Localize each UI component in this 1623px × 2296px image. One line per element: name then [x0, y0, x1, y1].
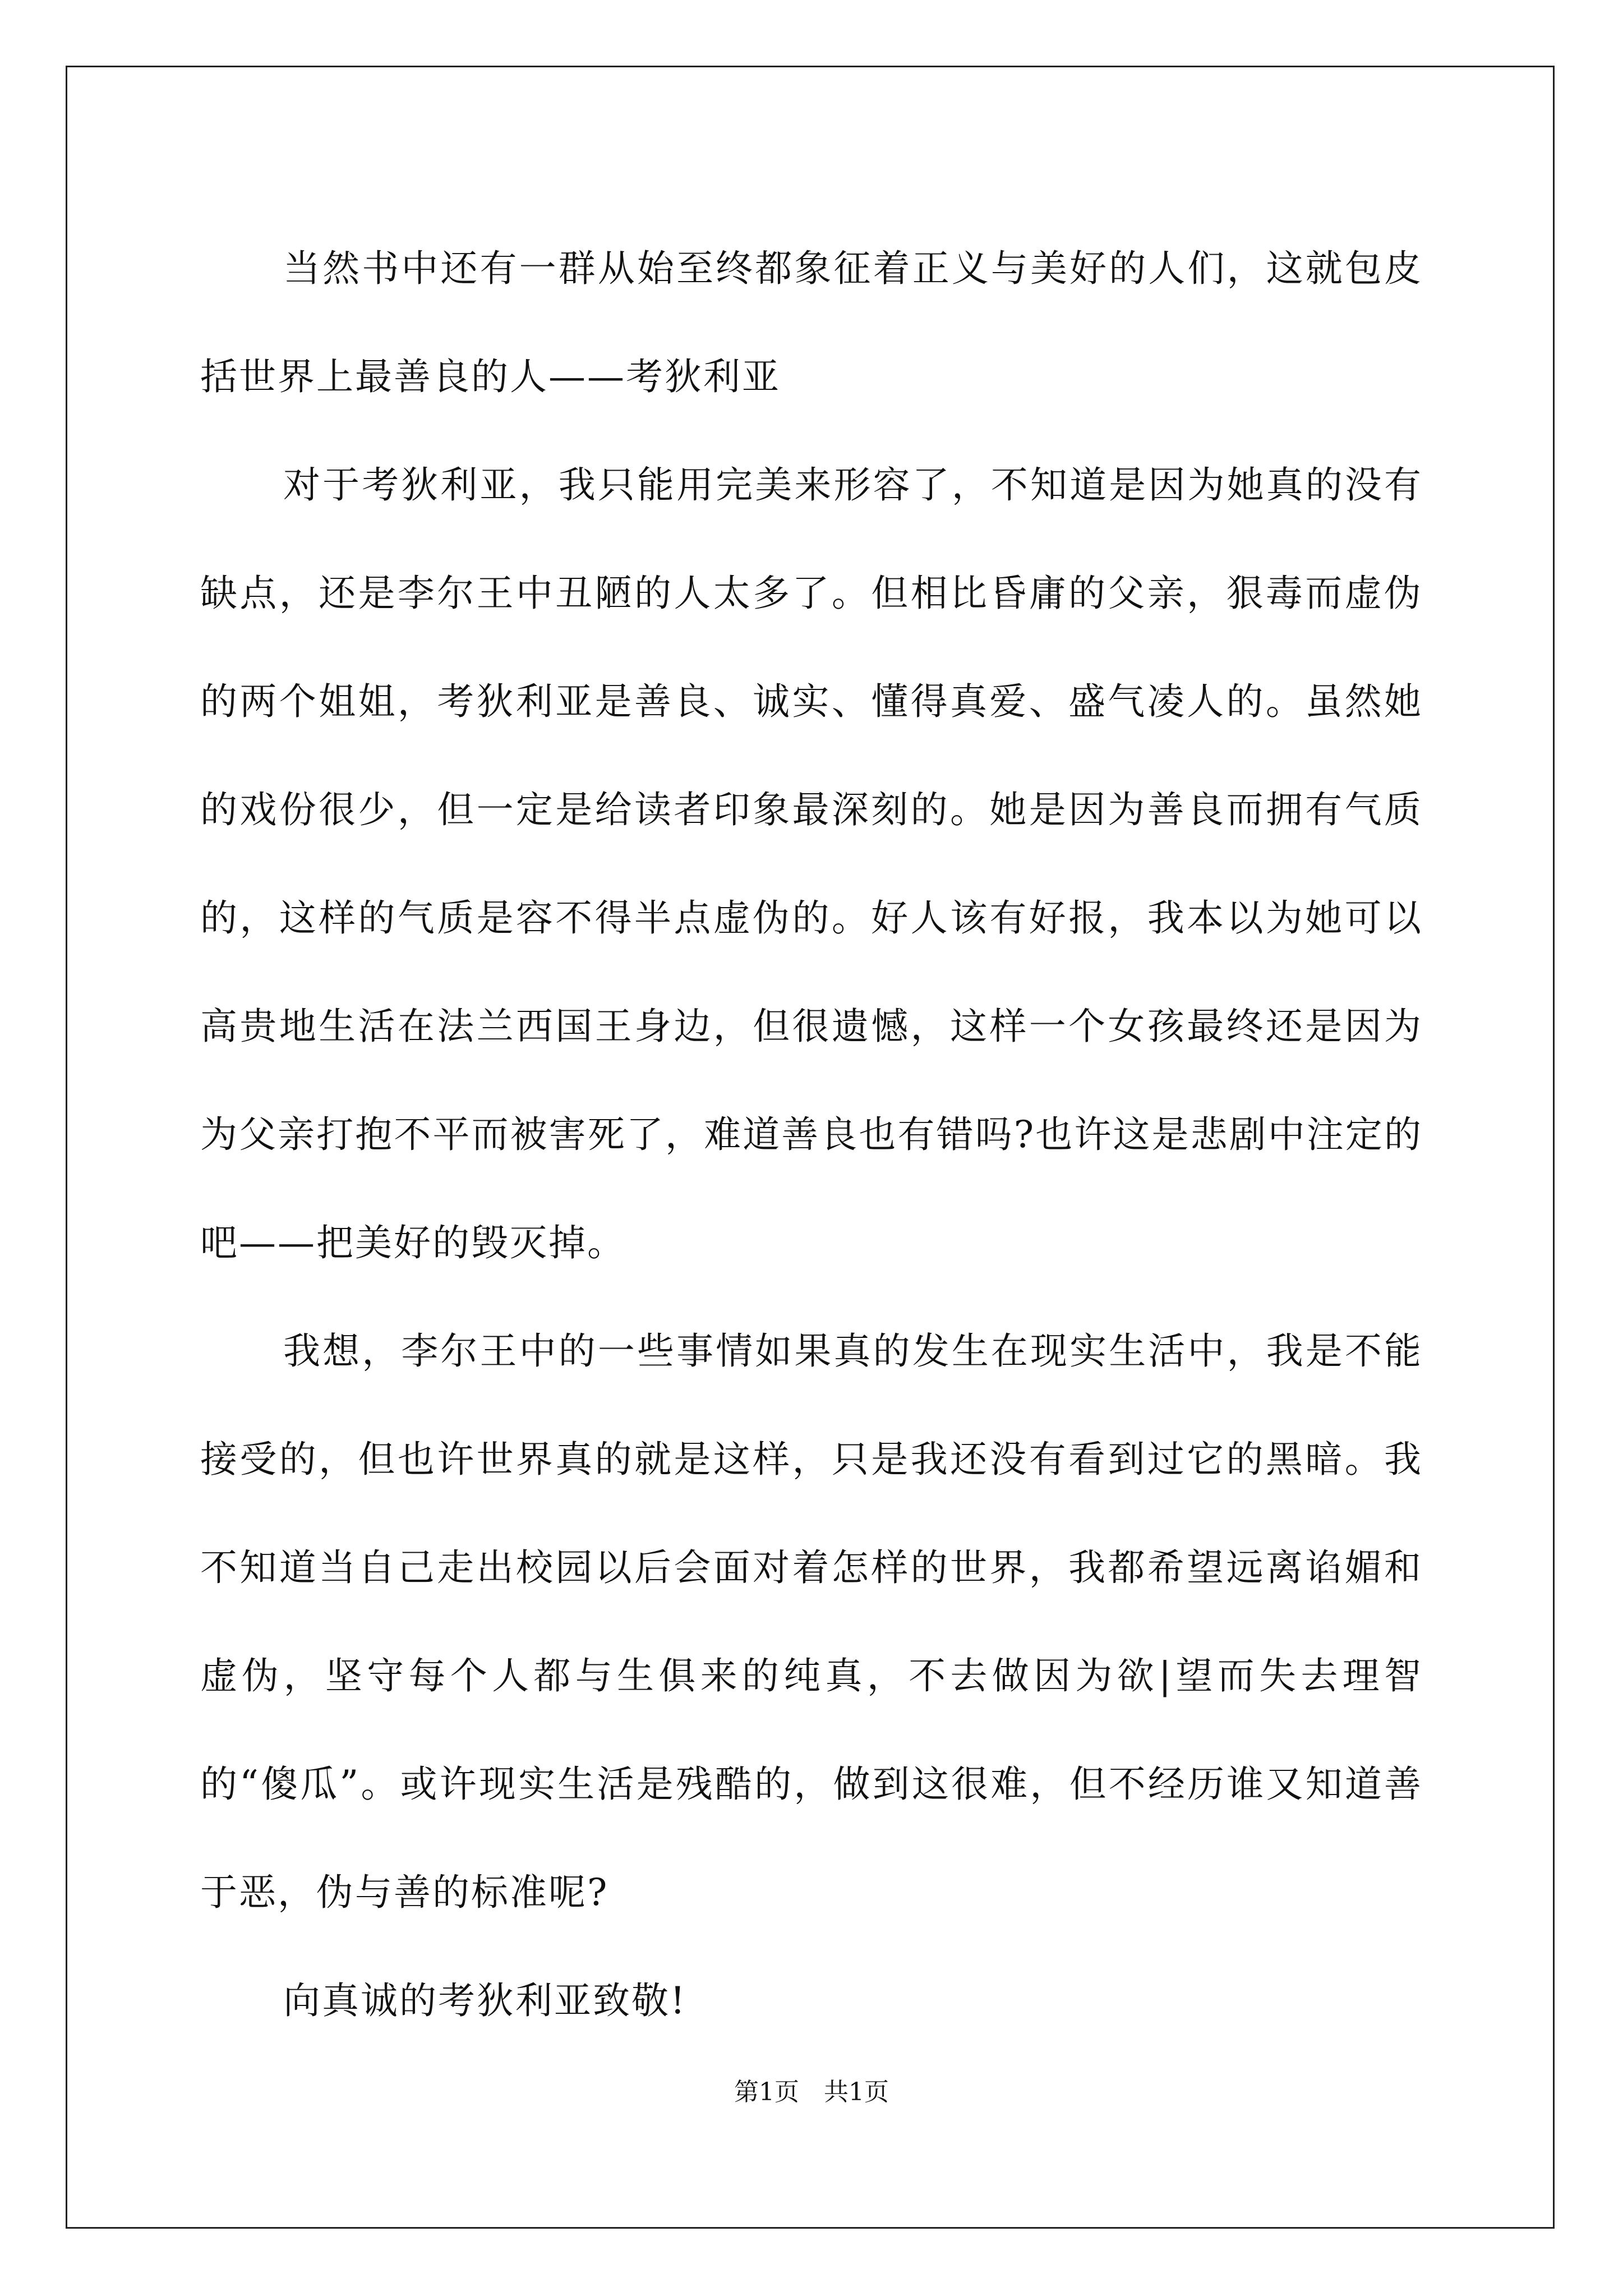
paragraph-3: 我想，李尔王中的一些事情如果真的发生在现实生活中，我是不能接受的，但也许世界真的就是这样，只是我还没有看到过它的黑暗。我不知道当自己走出校园以后会面对着怎样的世界，我都希望远离谄媚和虚伪，坚守每个人都与生俱来的纯真，不去做因为欲|望而失去理智的“傻瓜”。或许现实生活是残酷的，做到这很难，但不经历谁又知道善于恶，伪与善的标准呢?	[200, 1329, 1423, 1914]
document-body	[200, 214, 1423, 2055]
paragraph-2: 对于考狄利亚，我只能用完美来形容了，不知道是因为她真的没有缺点，还是李尔王中丑陋的人太多了。但相比昏庸的父亲，狠毒而虚伪的两个姐姐，考狄利亚是善良、诚实、懂得真爱、盛气凌人的。虽然她的戏份很少，但一定是给读者印象最深刻的。她是因为善良而拥有气质的，这样的气质是容不得半点虚伪的。好人该有好报，我本以为她可以高贵地生活在法兰西国王身边，但很遗憾，这样一个女孩最终还是因为为父亲打抱不平而被害死了，难道善良也有错吗?也许这是悲剧中注定的吧——把美好的毁灭掉。	[200, 463, 1423, 1264]
page-number-footer: 第1页 共1页	[734, 2078, 889, 2106]
paragraph-4: 向真诚的考狄利亚致敬!	[283, 1979, 687, 2022]
paragraph-1: 当然书中还有一群从始至终都象征着正义与美好的人们，这就包皮括世界上最善良的人——考狄利亚	[200, 247, 1423, 398]
